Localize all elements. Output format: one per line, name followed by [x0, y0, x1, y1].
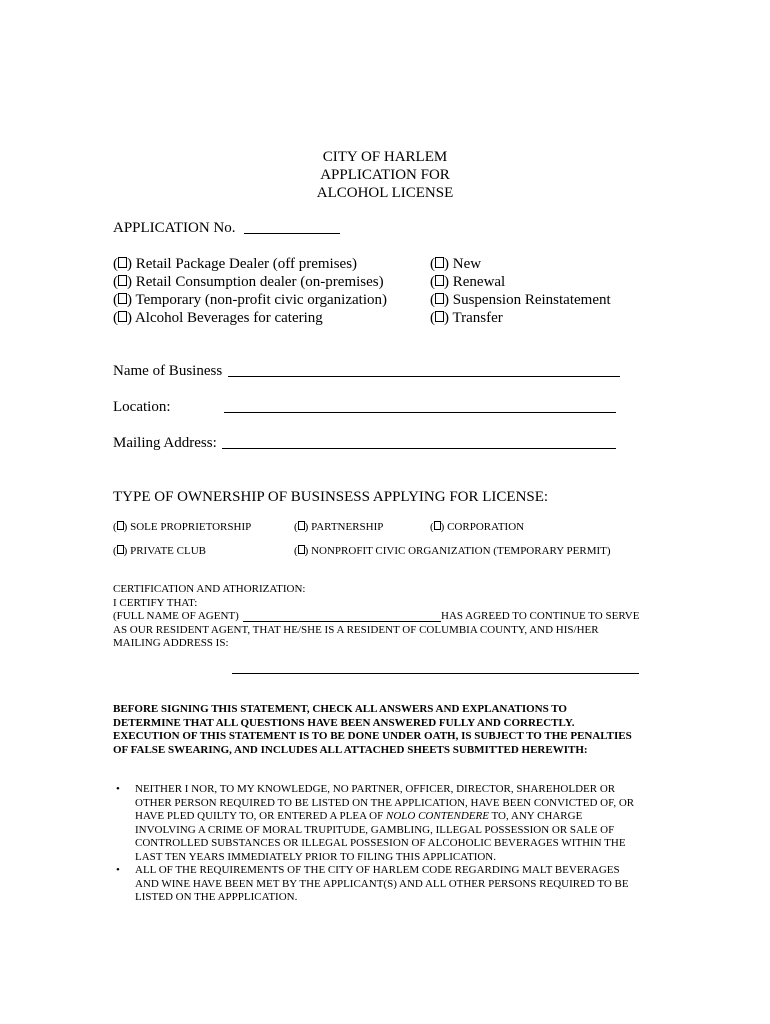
business-name-label: Name of Business: [113, 363, 223, 379]
license-type-retail-package[interactable]: [113, 255, 357, 273]
bullet-1-line-5: CONTROLLED SUBSTANCES OR ILLEGAL POSSESION OF ALCOHOLIC BEVERAGES WITHIN THE: [135, 837, 626, 849]
title-alcohol-license: ALCOHOL LICENSE: [316, 185, 454, 201]
bullet-1-line-1: NEITHER I NOR, TO MY KNOWLEDGE, NO PARTNER, OFFICER, DIRECTOR, SHAREHOLDER OR: [135, 783, 616, 795]
mailing-address-is-text: MAILING ADDRESS IS:: [113, 637, 229, 649]
checkbox[interactable]: ( ): [113, 310, 132, 326]
checkbox[interactable]: ( ): [113, 256, 132, 272]
bullet-2-line-1: ALL OF THE REQUIREMENTS OF THE CITY OF HARLEM CODE REGARDING MALT BEVERAGES: [135, 864, 620, 876]
checkbox[interactable]: ( ): [113, 545, 128, 557]
application-no-field[interactable]: [244, 233, 340, 234]
bullet-icon: •: [116, 783, 120, 795]
ownership-private-club[interactable]: [113, 545, 206, 559]
warning-line-3: EXECUTION OF THIS STATEMENT IS TO BE DONE UNDER OATH, IS SUBJECT TO THE PENALTIES: [113, 730, 632, 742]
license-type-label: Retail Package Dealer (off premises): [135, 256, 358, 272]
agent-mailing-address-field[interactable]: [232, 673, 639, 674]
license-type-retail-consumption[interactable]: [113, 273, 384, 291]
checkbox[interactable]: ( ): [113, 274, 132, 290]
app-type-new[interactable]: [430, 255, 481, 273]
ownership-partnership[interactable]: [294, 521, 383, 535]
ownership-sole-proprietorship[interactable]: [113, 521, 251, 535]
certify-text: I CERTIFY THAT:: [113, 597, 198, 609]
title-city: CITY OF HARLEM: [322, 149, 448, 165]
certification-heading: CERTIFICATION AND ATHORIZATION:: [113, 583, 306, 595]
bullet-2-line-3: LISTED ON THE APPPLICATION.: [135, 891, 298, 903]
checkbox[interactable]: ( ): [430, 274, 449, 290]
app-type-label: Suspension Reinstatement: [452, 292, 611, 308]
bullet-1-line-6: LAST TEN YEARS IMMEDIATELY PRIOR TO FILING THIS APPLICATION.: [135, 851, 497, 863]
warning-line-1: BEFORE SIGNING THIS STATEMENT, CHECK ALL ANSWERS AND EXPLANATIONS TO: [113, 703, 567, 715]
ownership-label: PRIVATE CLUB: [130, 545, 206, 557]
mailing-address-label: Mailing Address:: [113, 435, 217, 451]
app-type-renewal[interactable]: [430, 273, 505, 291]
ownership-heading: TYPE OF OWNERSHIP OF BUSINSESS APPLYING FOR LICENSE:: [113, 489, 549, 505]
app-type-label: New: [452, 256, 482, 272]
app-type-label: Renewal: [452, 274, 506, 290]
checkbox[interactable]: ( ): [294, 521, 309, 533]
license-type-label: Alcohol Beverages for catering: [134, 310, 323, 326]
agent-tail-text: HAS AGREED TO CONTINUE TO SERVE: [441, 610, 640, 622]
title-application: APPLICATION FOR: [320, 167, 450, 183]
checkbox[interactable]: ( ): [113, 292, 132, 308]
application-no-label: APPLICATION No.: [113, 220, 236, 236]
checkbox[interactable]: ( ): [430, 521, 445, 533]
license-type-label: Temporary (non-profit civic organization): [135, 292, 387, 308]
app-type-suspension-reinstatement[interactable]: [430, 291, 611, 309]
license-type-label: Retail Consumption dealer (on-premises): [135, 274, 384, 290]
business-name-field[interactable]: [228, 376, 620, 377]
agent-name-field[interactable]: [243, 621, 441, 622]
ownership-label: SOLE PROPRIETORSHIP: [130, 521, 252, 533]
ownership-corporation[interactable]: [430, 521, 524, 535]
license-type-temporary[interactable]: [113, 291, 387, 309]
bullet-icon: •: [116, 864, 120, 876]
checkbox[interactable]: ( ): [430, 256, 449, 272]
bullet-2-line-2: AND WINE HAVE BEEN MET BY THE APPLICANT(S) AND ALL OTHER PERSONS REQUIRED TO BE: [135, 878, 629, 890]
resident-agent-text: AS OUR RESIDENT AGENT, THAT HE/SHE IS A RESIDENT OF COLUMBIA COUNTY, AND HIS/HER: [113, 624, 599, 636]
mailing-address-field[interactable]: [222, 448, 616, 449]
ownership-label: CORPORATION: [447, 521, 525, 533]
app-type-label: Transfer: [452, 310, 503, 326]
bullet-1-line-3: HAVE PLED QUILTY TO, OR ENTERED A PLEA OF NOLO CONTENDERE TO, ANY CHARGE: [135, 810, 583, 822]
bullet-1-line-2: OTHER PERSON REQUIRED TO BE LISTED ON THE APPLICATION, HAVE BEEN CONVICTED OF, OR: [135, 797, 635, 809]
app-type-transfer[interactable]: [430, 309, 503, 327]
warning-line-4: OF FALSE SWEARING, AND INCLUDES ALL ATTACHED SHEETS SUBMITTED HEREWITH:: [113, 744, 588, 756]
ownership-nonprofit[interactable]: [294, 545, 611, 559]
warning-line-2: DETERMINE THAT ALL QUESTIONS HAVE BEEN ANSWERED FULLY AND CORRECTLY.: [113, 717, 575, 729]
license-type-catering[interactable]: [113, 309, 323, 327]
location-field[interactable]: [224, 412, 616, 413]
bullet-1-line-4: INVOLVING A CRIME OF MORAL TRUPITUDE, GAMBLING, ILLEGAL POSSESSION OR SALE OF: [135, 824, 615, 836]
ownership-label: PARTNERSHIP: [311, 521, 384, 533]
checkbox[interactable]: ( ): [294, 545, 309, 557]
location-label: Location:: [113, 399, 171, 415]
agent-label: (FULL NAME OF AGENT): [113, 610, 239, 622]
ownership-label: NONPROFIT CIVIC ORGANIZATION (TEMPORARY PERMIT): [311, 545, 611, 557]
checkbox[interactable]: ( ): [113, 521, 128, 533]
checkbox[interactable]: ( ): [430, 310, 449, 326]
checkbox[interactable]: ( ): [430, 292, 449, 308]
